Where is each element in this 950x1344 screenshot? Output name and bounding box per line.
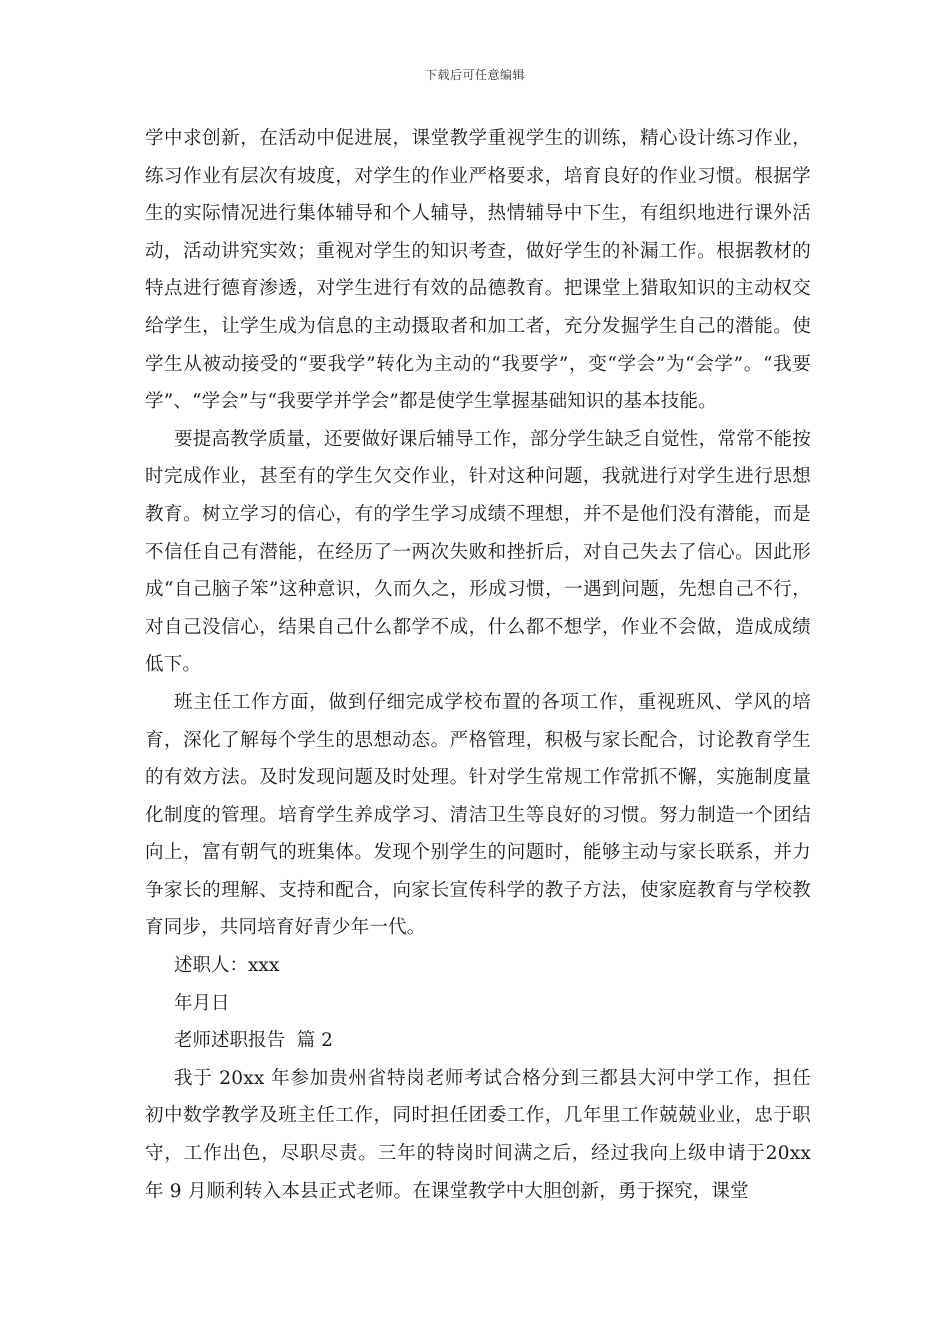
paragraph-class-teacher: 班主任工作方面，做到仔细完成学校布置的各项工作，重视班风、学风的培育，深化了解每个学生的思想动态。严格管理，积极与家长配合，讨论教育学生的有效方法。及时发现问题及时处理。针对学生常规工作常抓不懈，实施制度量化制度的管理。培育学生养成学习、清洁卫生等良好的习惯。努力制造一个团结向上，富有朝气的班集体。发现个别学生的问题时，能够主动与家长联系，并力争家长的理解、支持和配合，向家长宣传科学的教子方法，使家庭教育与学校教育同步，共同培育好青少年一代。 (145, 691, 811, 939)
date-line: 年月日 (174, 992, 230, 1014)
section-title: 老师述职报告 篇 2 (174, 1030, 333, 1052)
page-header: 下载后可任意编辑 (424, 68, 525, 82)
document-body (145, 120, 811, 1210)
signature-line: 述职人：xxx (174, 955, 280, 977)
paragraph-report-2-intro: 我于 20xx 年参加贵州省特岗老师考试合格分到三都县大河中学工作，担任初中数学教学及班主任工作，同时担任团委工作，几年里工作兢兢业业，忠于职守，工作出色，尽职尽责。三年的特岗时间满之后，经过我向上级申请于20xx 年 9 月顺利转入本县正式老师。在课堂教学中大胆创新，勇于探究，课堂 (145, 1067, 811, 1202)
paragraph-continued: 学中求创新，在活动中促进展，课堂教学重视学生的训练，精心设计练习作业，练习作业有层次有坡度，对学生的作业严格要求，培育良好的作业习惯。根据学生的实际情况进行集体辅导和个人辅导，热情辅导中下生，有组织地进行课外活动，活动讲究实效；重视对学生的知识考查，做好学生的补漏工作。根据教材的特点进行德育渗透，对学生进行有效的品德教育。把课堂上猎取知识的主动权交给学生，让学生成为信息的主动摄取者和加工者，充分发掘学生自己的潜能。使学生从被动接受的“要我学”转化为主动的“我要学”，变“学会”为“会学”。“我要学”、“学会”与“我要学并学会”都是使学生掌握基础知识的基本技能。 (145, 128, 811, 413)
paragraph-homework: 要提高教学质量，还要做好课后辅导工作，部分学生缺乏自觉性，常常不能按时完成作业，甚至有的学生欠交作业，针对这种问题，我就进行对学生进行思想教育。树立学习的信心，有的学生学习成绩不理想，并不是他们没有潜能，而是不信任自己有潜能，在经历了一两次失败和挫折后，对自己失去了信心。因此形成“自己脑子笨”这种意识，久而久之，形成习惯，一遇到问题，先想自己不行，对自己没信心，结果自己什么都学不成，什么都不想学，作业不会做，造成成绩低下。 (145, 428, 811, 676)
